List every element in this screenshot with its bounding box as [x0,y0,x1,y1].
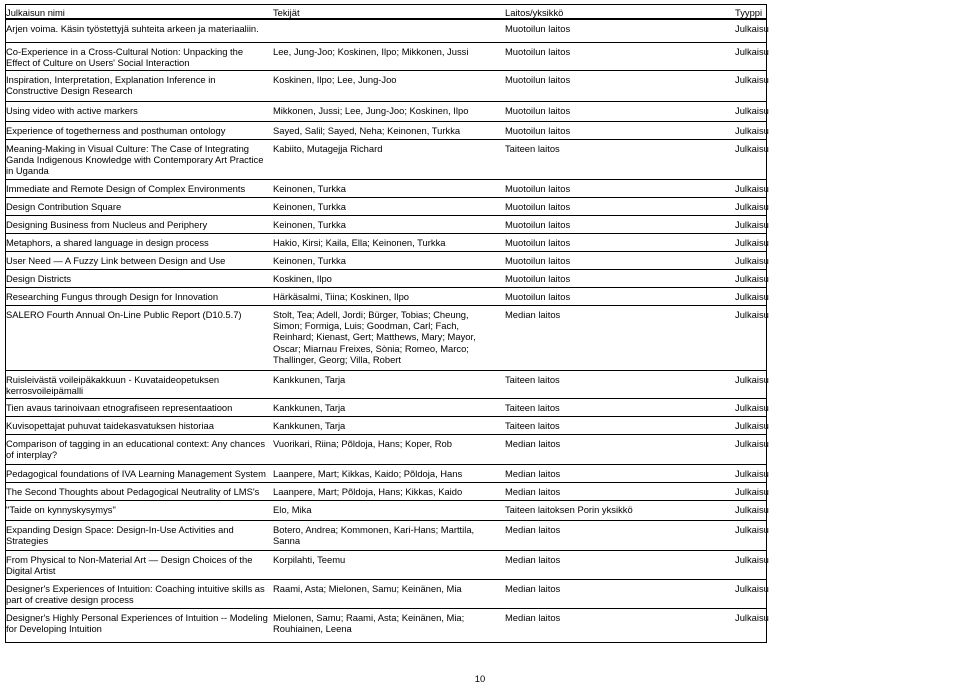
publication-unit: Median laitos [505,486,561,497]
table-row [5,19,767,43]
table-row [5,416,767,435]
publication-title: "Taide on kynnyskysymys" [6,504,116,515]
publication-unit: Muotoilun laitos [505,183,571,194]
publication-title: Designer's Experiences of Intuition: Coaching intuitive skills as part of creative design process [6,583,265,606]
publication-unit: Muotoilun laitos [505,201,571,212]
publication-authors: Mielonen, Samu; Raami, Asta; Keinänen, Mia; Rouhiainen, Leena [273,612,465,635]
table-row [5,233,767,252]
publication-title: SALERO Fourth Annual On-Line Public Report (D10.5.7) [6,309,242,320]
publication-title: Kuvisopettajat puhuvat taidekasvatuksen historiaa [6,420,214,431]
publication-type: Julkaisu [735,554,769,565]
publication-authors: Sayed, Salil; Sayed, Neha; Keinonen, Turkka [273,125,461,136]
table-row [5,42,767,71]
header-name: Julkaisun nimi [6,6,65,18]
publication-authors: Laanpere, Mart; Kikkas, Kaido; Põldoja, Hans [273,468,463,479]
publication-authors: Keinonen, Turkka [273,183,346,194]
publication-authors: Mikkonen, Jussi; Lee, Jung-Joo; Koskinen, Ilpo [273,105,469,116]
publication-unit: Taiteen laitos [505,420,560,431]
publication-unit: Muotoilun laitos [505,125,571,136]
publication-type: Julkaisu [735,183,769,194]
publication-title: Tien avaus tarinoivaan etnografiseen representaatioon [6,402,233,413]
table-row [5,370,767,399]
publication-unit: Muotoilun laitos [505,23,571,34]
publication-title: Researching Fungus through Design for Innovation [6,291,219,302]
publication-type: Julkaisu [735,486,769,497]
publication-type: Julkaisu [735,201,769,212]
publication-unit: Muotoilun laitos [505,255,571,266]
publication-type: Julkaisu [735,105,769,116]
publication-unit: Taiteen laitos [505,374,560,385]
publication-title: Design Contribution Square [6,201,122,212]
publication-title: User Need — A Fuzzy Link between Design and Use [6,255,226,266]
publication-type: Julkaisu [735,402,769,413]
header-unit: Laitos/yksikkö [505,6,564,18]
publication-type: Julkaisu [735,46,769,57]
publication-authors: Koskinen, Ilpo; Lee, Jung-Joo [273,74,397,85]
table-row [5,197,767,216]
table-row [5,398,767,417]
publication-title: Using video with active markers [6,105,138,116]
publication-type: Julkaisu [735,374,769,385]
publication-title: Pedagogical foundations of IVA Learning Management System [6,468,266,479]
table-row [5,215,767,234]
publication-authors: Lee, Jung-Joo; Koskinen, Ilpo; Mikkonen, Jussi [273,46,469,57]
publication-type: Julkaisu [735,237,769,248]
publication-unit: Taiteen laitos [505,143,560,154]
publication-authors: Kankkunen, Tarja [273,420,346,431]
publication-title: Experience of togetherness and posthuman ontology [6,125,226,136]
publication-type: Julkaisu [735,309,769,320]
publication-title: From Physical to Non-Material Art — Design Choices of the Digital Artist [6,554,253,577]
publication-title: Comparison of tagging in an educational context: Any chances of interplay? [6,438,266,461]
publication-type: Julkaisu [735,438,769,449]
publications-table [5,4,767,642]
publication-unit: Median laitos [505,468,561,479]
publication-unit: Muotoilun laitos [505,46,571,57]
publication-authors: Korpilahti, Teemu [273,554,346,565]
publication-unit: Median laitos [505,438,561,449]
publication-unit: Muotoilun laitos [505,105,571,116]
publication-title: Metaphors, a shared language in design process [6,237,209,248]
publication-authors: Vuorikari, Riina; Põldoja, Hans; Koper, Rob [273,438,452,449]
table-row [5,269,767,288]
publication-authors: Stolt, Tea; Adell, Jordi; Bürger, Tobias; Cheung, Simon; Formiga, Luis; Goodman, Carl; Fach, Reinhard; Kienast, Gert; Matthews, Mary; Mayor, Oscar; Miarnau Freixes, Sònia; Romeo, Marco; Thallinger, Georg; Villa, Robert [273,309,476,365]
publication-authors: Keinonen, Turkka [273,255,346,266]
publication-authors: Kankkunen, Tarja [273,402,346,413]
publication-type: Julkaisu [735,420,769,431]
table-row [5,179,767,198]
publication-title: Expanding Design Space: Design-In-Use Activities and Strategies [6,524,234,547]
table-row [5,70,767,102]
table-row [5,305,767,371]
publication-title: The Second Thoughts about Pedagogical Neutrality of LMS's [6,486,260,497]
publication-unit: Median laitos [505,583,561,594]
publication-authors: Hakio, Kirsi; Kaila, Ella; Keinonen, Turkka [273,237,446,248]
publication-type: Julkaisu [735,143,769,154]
publication-title: Designing Business from Nucleus and Periphery [6,219,208,230]
table-row [5,434,767,465]
publication-type: Julkaisu [735,74,769,85]
publication-title: Designer's Highly Personal Experiences of Intuition -- Modeling for Developing Intuition [6,612,268,635]
publication-type: Julkaisu [735,524,769,535]
table-row [5,608,767,643]
publication-type: Julkaisu [735,273,769,284]
table-row [5,579,767,609]
table-row [5,287,767,306]
table-row [5,550,767,580]
publication-title: Arjen voima. Käsin työstettyjä suhteita arkeen ja materiaaliin. [6,23,259,34]
publication-authors: Kankkunen, Tarja [273,374,346,385]
publication-type: Julkaisu [735,583,769,594]
header-type: Tyyppi [735,6,763,18]
publication-type: Julkaisu [735,255,769,266]
publication-type: Julkaisu [735,468,769,479]
table-row [5,101,767,122]
publication-authors: Kabiito, Mutagejja Richard [273,143,383,154]
table-row [5,121,767,140]
publication-type: Julkaisu [735,504,769,515]
publication-unit: Median laitos [505,524,561,535]
publication-title: Meaning-Making in Visual Culture: The Case of Integrating Ganda Indigenous Knowledge with Contemporary Art Practice in Uganda [6,143,264,177]
publication-unit: Median laitos [505,309,561,320]
header-authors: Tekijät [273,6,300,18]
publication-authors: Koskinen, Ilpo [273,273,332,284]
publication-type: Julkaisu [735,219,769,230]
page-number: 10 [474,673,486,684]
publication-unit: Muotoilun laitos [505,237,571,248]
table-row [5,251,767,270]
publication-unit: Muotoilun laitos [505,74,571,85]
publication-type: Julkaisu [735,291,769,302]
publication-unit: Median laitos [505,612,561,623]
publication-unit: Muotoilun laitos [505,219,571,230]
publication-title: Co-Experience in a Cross-Cultural Notion: Unpacking the Effect of Culture on Users' Social Interaction [6,46,244,69]
publication-unit: Muotoilun laitos [505,291,571,302]
publication-unit: Taiteen laitoksen Porin yksikkö [505,504,633,515]
publication-type: Julkaisu [735,23,769,34]
publication-authors: Raami, Asta; Mielonen, Samu; Keinänen, Mia [273,583,462,594]
table-row [5,520,767,551]
publication-authors: Härkäsalmi, Tiina; Koskinen, Ilpo [273,291,409,302]
publication-authors: Elo, Mika [273,504,312,515]
table-row [5,482,767,501]
publication-authors: Botero, Andrea; Kommonen, Kari-Hans; Marttila, Sanna [273,524,475,547]
publication-authors: Laanpere, Mart; Põldoja, Hans; Kikkas, Kaido [273,486,463,497]
table-row [5,139,767,180]
publication-title: Immediate and Remote Design of Complex Environments [6,183,246,194]
publication-unit: Median laitos [505,554,561,565]
publication-type: Julkaisu [735,612,769,623]
table-row [5,500,767,521]
table-row [5,464,767,483]
publication-title: Inspiration, Interpretation, Explanation Inference in Constructive Design Research [6,74,216,97]
table-header [5,4,767,19]
publication-unit: Taiteen laitos [505,402,560,413]
publication-authors: Keinonen, Turkka [273,219,346,230]
publication-title: Ruisleivästä voileipäkakkuun - Kuvataideopetuksen kerrosvoileipämalli [6,374,220,397]
publication-title: Design Districts [6,273,72,284]
publication-unit: Muotoilun laitos [505,273,571,284]
publication-type: Julkaisu [735,125,769,136]
publication-authors: Keinonen, Turkka [273,201,346,212]
